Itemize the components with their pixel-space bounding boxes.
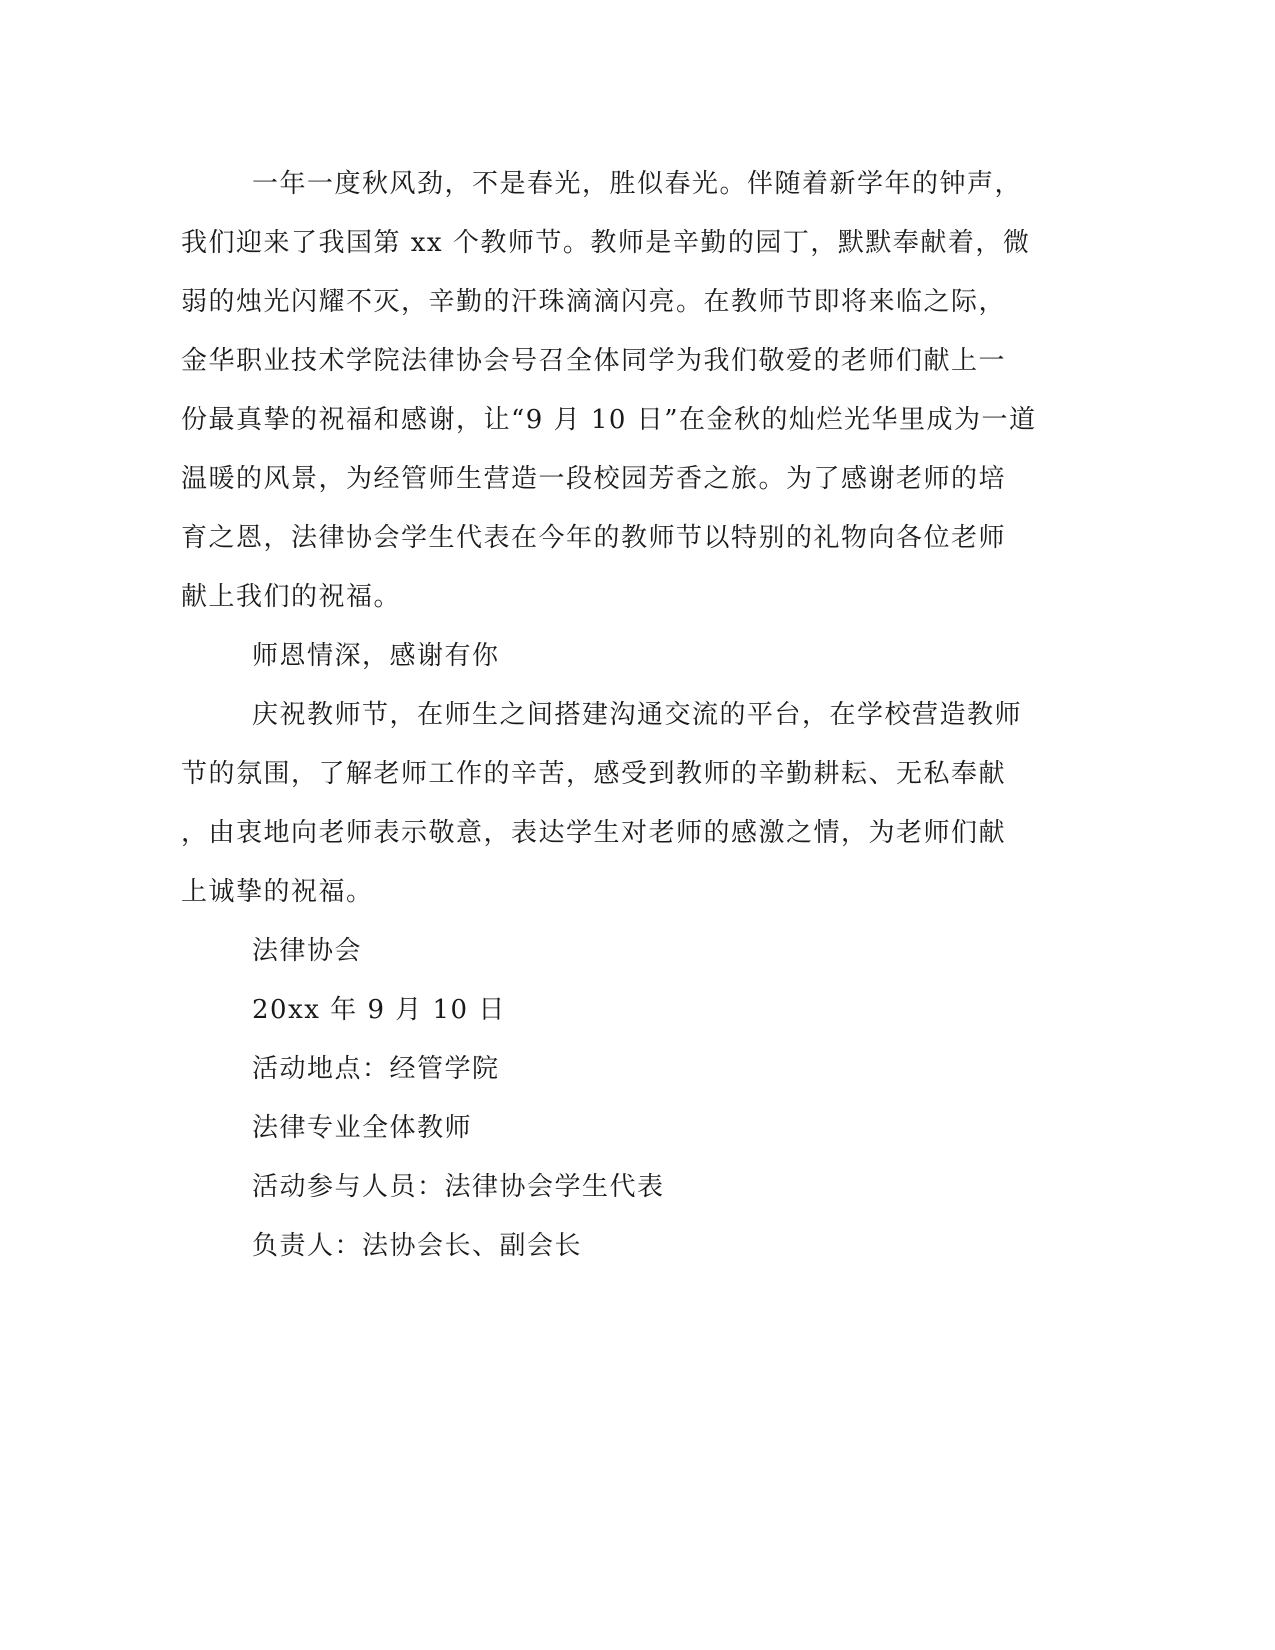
paragraph-line: ，由衷地向老师表示敬意，表达学生对老师的感激之情，为老师们献 — [181, 818, 1007, 848]
audience-line: 法律专业全体教师 — [252, 1113, 473, 1143]
organizer-line: 法律协会 — [252, 936, 363, 966]
purpose-paragraph — [181, 686, 1031, 922]
intro-paragraph — [181, 155, 1037, 627]
date-line: 20xx 年 9 月 10 日 — [252, 995, 506, 1025]
paragraph-line: 一年一度秋风劲，不是春光，胜似春光。伴随着新学年的钟声， — [252, 169, 1023, 199]
paragraph-line: 温暖的风景，为经管师生营造一段校园芳香之旅。为了感谢老师的培 — [181, 464, 1007, 494]
paragraph-line: 育之恩，法律协会学生代表在今年的教师节以特别的礼物向各位老师 — [181, 523, 1007, 553]
paragraph-line: 弱的烛光闪耀不灭，辛勤的汗珠滴滴闪亮。在教师节即将来临之际， — [181, 287, 1007, 317]
paragraph-line: 金华职业技术学院法律协会号召全体同学为我们敬爱的老师们献上一 — [181, 346, 1007, 376]
subtitle: 师恩情深，感谢有你 — [252, 641, 500, 671]
document-body — [181, 155, 1037, 1276]
leader-line: 负责人：法协会长、副会长 — [252, 1231, 583, 1261]
participants-line: 活动参与人员：法律协会学生代表 — [252, 1172, 665, 1202]
paragraph-line: 我们迎来了我国第 xx 个教师节。教师是辛勤的园丁，默默奉献着，微 — [181, 228, 1031, 258]
paragraph-line: 节的氛围，了解老师工作的辛苦，感受到教师的辛勤耕耘、无私奉献 — [181, 759, 1007, 789]
paragraph-line: 份最真挚的祝福和感谢，让“9 月 10 日”在金秋的灿烂光华里成为一道 — [181, 405, 1037, 435]
paragraph-line: 献上我们的祝福。 — [181, 582, 402, 612]
location-line: 活动地点：经管学院 — [252, 1054, 500, 1084]
paragraph-line: 上诚挚的祝福。 — [181, 877, 374, 907]
paragraph-line: 庆祝教师节，在师生之间搭建沟通交流的平台，在学校营造教师 — [252, 700, 1023, 730]
